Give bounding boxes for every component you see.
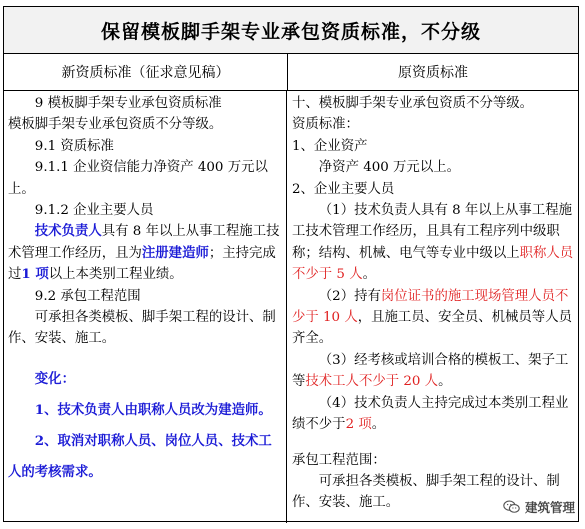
new-section-heading: 9 模板脚手架专业承包资质标准 <box>34 96 222 111</box>
old-item-1 <box>292 200 575 286</box>
old-item-4 <box>292 393 575 436</box>
new-personnel-heading: 9.1.2 企业主要人员 <box>34 203 154 219</box>
new-qualification-heading: 9.1 资质标准 <box>34 138 114 154</box>
old-net-assets: 净资产 400 万元以上。 <box>318 160 460 176</box>
old-item-4-text: （4）技术负责人主持完成过本类别工程业绩不少于 <box>292 395 569 433</box>
new-tech-lead-requirement <box>8 221 283 285</box>
old-scope-heading: 承包工程范围： <box>292 452 386 468</box>
highlight-one-project: 1 项 <box>21 266 49 283</box>
old-personnel-heading: 2、企业主要人员 <box>292 181 395 197</box>
new-scope-text: 可承担各类模板、脚手架工程的设计、制作、安装、施工。 <box>8 310 276 347</box>
old-item-3-end: 。 <box>438 374 452 390</box>
old-qualification-heading: 资质标准： <box>292 117 359 133</box>
header-row <box>4 54 578 91</box>
old-item-4-end: 。 <box>371 417 386 433</box>
change-item-1: 1、技术负责人由职称人员改为建造师。 <box>34 401 272 418</box>
old-assets-heading: 1、企业资产 <box>292 138 368 154</box>
old-item-1-text: （1）技术负责人具有 8 年以上从事工程施工技术管理工作经历，且具有工程序列中级职称；结构、机械、电气等专业中级以上 <box>292 203 572 261</box>
highlight-site-managers: 岗位证书的施工现场管理人员不少于 10 人 <box>292 288 569 326</box>
new-standard-column <box>4 91 287 523</box>
highlight-registered-builder: 注册建造师 <box>141 244 209 261</box>
highlight-two-projects: 2 项 <box>345 417 372 433</box>
new-scope-heading: 9.2 承包工程范围 <box>34 288 141 304</box>
old-item-3 <box>292 350 575 393</box>
old-item-2 <box>292 286 575 350</box>
old-item-3-text: （3）经考核或培训合格的模板工、架子工等 <box>292 352 569 390</box>
old-item-1-end: 。 <box>362 267 376 283</box>
table-body <box>4 91 578 523</box>
old-item-2-end: ，且施工员、安全员、机械员等人员齐全。 <box>292 310 572 347</box>
highlight-skilled-workers: 技术工人不少于 20 人 <box>305 374 439 390</box>
new-tech-lead-text-3: 以上本类别工程业绩。 <box>48 267 183 283</box>
watermark <box>503 498 575 516</box>
old-standard-column <box>287 91 578 523</box>
changes-heading: 变化： <box>34 370 75 387</box>
highlight-titled-staff: 职称人员不少于 5 人 <box>292 245 574 283</box>
old-item-2-text: （2）持有 <box>318 288 381 304</box>
new-net-assets: 9.1.1 企业资信能力净资产 400 万元以上。 <box>8 160 268 197</box>
table-title: 保留模板脚手架专业承包资质标准，不分级 <box>4 7 578 54</box>
standards-table <box>3 6 579 522</box>
old-section-heading: 十、模板脚手架专业承包资质不分等级。 <box>292 96 534 111</box>
new-tech-lead-text-2: ；主持完成过 <box>8 245 276 283</box>
change-item-2: 2、取消对职称人员、岗位人员、技术工人的考核需求。 <box>8 432 272 480</box>
watermark-text: 建筑管理 <box>524 500 575 515</box>
wechat-icon <box>503 500 520 514</box>
new-no-grade: 模板脚手架专业承包资质不分等级。 <box>8 117 223 133</box>
old-scope-text: 可承担各类模板、脚手架工程的设计、制作、安装、施工。 <box>292 473 560 511</box>
highlight-tech-lead: 技术负责人 <box>34 223 102 240</box>
header-old-standard: 原资质标准 <box>398 65 468 81</box>
header-new-standard: 新资质标准（征求意见稿） <box>4 54 288 90</box>
new-tech-lead-text-1: 具有 8 年以上从事工程施工技术管理工作经历，且为 <box>8 224 280 261</box>
